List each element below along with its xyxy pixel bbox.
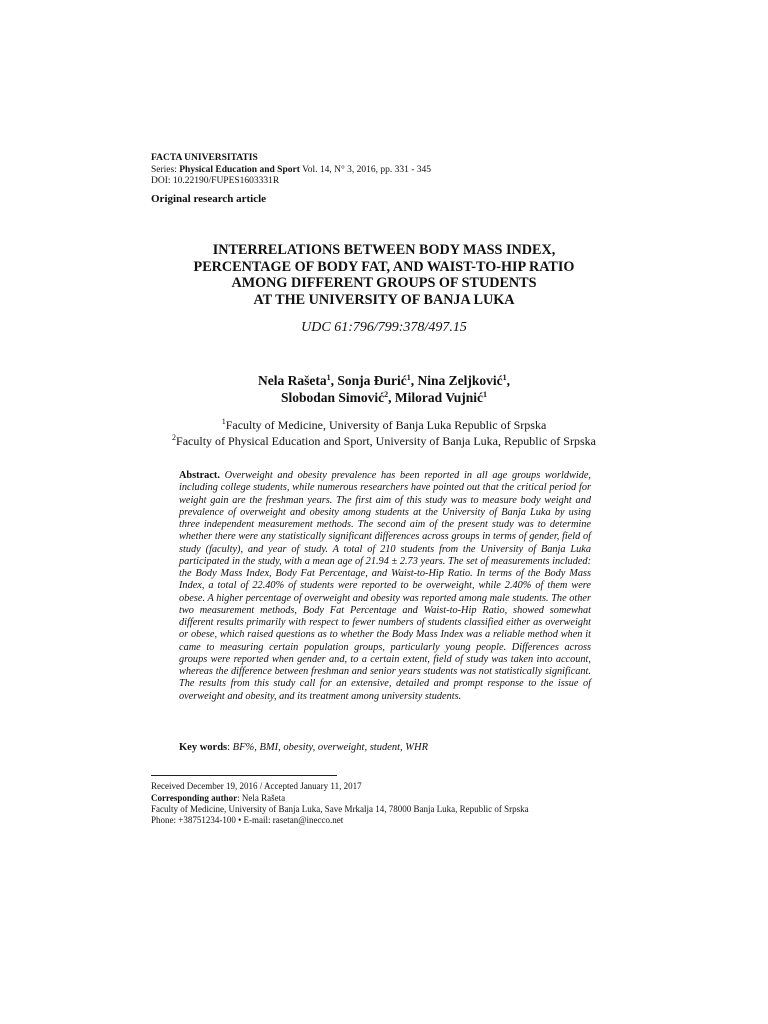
author-name: Sonja Đurić [337,373,407,388]
author-name: Nina Zeljković [417,373,503,388]
author-separator: , [330,373,338,388]
affiliation [80,433,688,449]
author-address: Faculty of Medicine, University of Banja Luka, Save Mrkalja 14, 78000 Banja Luka, Republic of Srpska [151,804,529,814]
affiliations [80,417,688,449]
paper-title [100,242,668,308]
series-name: Physical Education and Sport [179,165,300,175]
author-separator: , [506,373,510,388]
author-affiliation-mark: 1 [502,373,507,382]
abstract-label-dot: . [217,470,225,481]
author-line [100,389,668,406]
affiliation-number: 1 [221,417,226,426]
series-line [151,165,431,176]
title-line: PERCENTAGE OF BODY FAT, AND WAIST-TO-HIP RATIO [193,258,575,275]
received-dates: Received December 19, 2016 / Accepted January 11, 2017 [151,781,362,791]
keywords-colon: : [227,742,233,753]
keywords-text: BF%, BMI, obesity, overweight, student, WHR [232,742,429,753]
abstract-text: Overweight and obesity prevalence has been reported in all age groups worldwide, including college students, while numerous researchers have pointed out that the critical period for weight gain are the freshman years. The first aim of this study was to measure body weight and prevalence of overweight and obesity among students at the University of Banja Luka by using three independent measurement methods. The second aim of the present study was to determine whether there were any statistically significant differences across groups in terms of gender, field of study (faculty), and year of study. A total of 210 students from the University of Banja Luka participated in the study, with a mean age of 21.94 ± 2.73 years. The set of measurements included: the Body Mass Index, Body Fat Percentage, and Waist-to-Hip Ratio. In terms of the Body Mass Index, a total of 22.40% of students were reported to be overweight, while 2.40% of them were obese. A higher percentage of overweight and obesity was reported among male students. The other two measurement methods, Body Fat Percentage and Waist-to-Hip Ratio, showed somewhat different results primarily with respect to fewer numbers of students classified either as overweight or obese, which raised questions as to whether the Body Mass Index was a reliable method when it came to measuring certain population groups, particularly young people. Differences across groups were reported when gender and, to a certain extent, field of study was taken into account, whereas the difference between freshman and senior years students was not statistically significant. The results from this study call for an extensive, detailed and prompt response to the issue of overweight and obesity, and its treatment among university students. [179,470,591,702]
author-name: Slobodan Simović [280,390,385,405]
article-type: Original research article [151,193,267,205]
keywords [179,742,428,753]
journal-name: FACTA UNIVERSITATIS [151,153,258,163]
author-name: Nela Rašeta [257,373,327,388]
author-contact: Phone: +38751234-100 • E-mail: rasetan@inecco.net [151,815,344,825]
author-separator: , [388,390,395,405]
author-name: Milorad Vujnić [394,390,484,405]
author-line [100,372,668,389]
author-list [100,372,668,406]
title-line: AMONG DIFFERENT GROUPS OF STUDENTS [231,275,537,291]
author-affiliation-mark: 1 [326,373,331,382]
keywords-label: Key words [179,742,228,753]
title-line: INTERRELATIONS BETWEEN BODY MASS INDEX, [212,242,556,258]
title-line: AT THE UNIVERSITY OF BANJA LUKA [253,291,515,308]
corresponding-label: Corresponding author [151,793,238,803]
author-affiliation-mark: 1 [406,373,411,382]
affiliation-number: 2 [172,433,177,442]
footnote-divider [151,775,337,776]
abstract [179,470,591,703]
author-affiliation-mark: 1 [483,390,488,399]
author-separator: , [410,373,418,388]
corresponding-author [151,793,285,804]
abstract-label: Abstract [179,470,218,481]
series-details: Vol. 14, N° 3, 2016, pp. 331 - 345 [299,165,432,175]
doi: DOI: 10.22190/FUPES1603331R [151,176,280,186]
udc-code: UDC 61:796/799:378/497.15 [301,320,467,335]
affiliation-text: Faculty of Physical Education and Sport, University of Banja Luka, Republic of Srpska [176,434,596,448]
affiliation-text: Faculty of Medicine, University of Banja Luka Republic of Srpska [225,418,547,432]
series-prefix: Series: [151,165,180,175]
affiliation [80,417,688,433]
corresponding-name: : Nela Rašeta [237,793,286,803]
author-affiliation-mark: 2 [384,390,389,399]
